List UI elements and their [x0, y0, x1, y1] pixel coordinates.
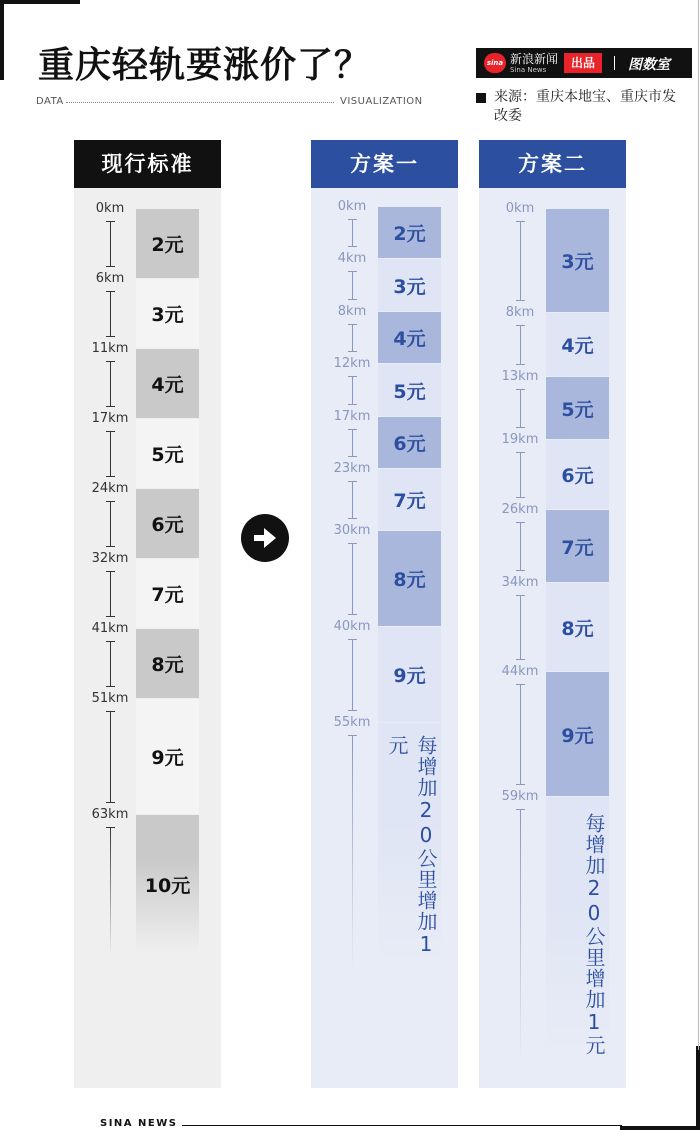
axis-cap: [106, 827, 115, 828]
distance-axis: [110, 827, 111, 955]
axis-cap: [348, 376, 357, 377]
axis-cap: [516, 659, 525, 660]
fare-segment: 9元: [546, 672, 609, 796]
fare-segment: 9元: [378, 627, 441, 722]
fare-segment: 3元: [136, 279, 199, 348]
distance-tick-label: 8km: [337, 304, 367, 319]
distance-tick-label: 30km: [333, 523, 371, 538]
distance-tick-label: 12km: [333, 356, 371, 371]
frame-corner-bottom-right-v: [696, 1046, 700, 1130]
distance-tick-label: 34km: [501, 575, 539, 590]
axis-cap: [106, 711, 115, 712]
axis-cap: [106, 686, 115, 687]
fare-segment: 6元: [378, 417, 441, 468]
axis-cap: [106, 571, 115, 572]
axis-cap: [516, 452, 525, 453]
distance-axis: [520, 809, 521, 1060]
axis-cap: [348, 518, 357, 519]
subtitle-data: DATA: [36, 96, 64, 107]
distance-axis: [520, 595, 521, 660]
axis-cap: [106, 266, 115, 267]
distance-axis: [110, 501, 111, 547]
distance-axis: [352, 429, 353, 457]
distance-axis: [520, 522, 521, 571]
distance-axis: [352, 543, 353, 615]
fare-segment: 5元: [546, 377, 609, 439]
partner-logo: 图数室: [628, 57, 670, 73]
fare-segment: 8元: [546, 583, 609, 671]
source-marker-icon: [476, 93, 486, 103]
axis-cap: [348, 429, 357, 430]
distance-tick-label: 4km: [337, 251, 367, 266]
fare-segment: 10元: [136, 815, 199, 954]
axis-cap: [106, 406, 115, 407]
axis-cap: [516, 389, 525, 390]
axis-cap: [106, 291, 115, 292]
column-header: 现行标准: [74, 140, 221, 188]
distance-tick-label: 40km: [333, 619, 371, 634]
axis-cap: [348, 543, 357, 544]
distance-axis: [352, 324, 353, 352]
distance-axis: [110, 711, 111, 803]
distance-tick-label: 17km: [333, 409, 371, 424]
footer-line: [182, 1125, 622, 1126]
axis-cap: [106, 616, 115, 617]
distance-tick-label: 51km: [91, 691, 129, 706]
axis-cap: [348, 324, 357, 325]
fare-segment: 4元: [378, 312, 441, 363]
distance-axis: [520, 684, 521, 785]
fare-segment: 7元: [136, 559, 199, 628]
axis-cap: [516, 325, 525, 326]
distance-axis: [520, 325, 521, 365]
distance-tick-label: 32km: [91, 551, 129, 566]
page-title: 重庆轻轨要涨价了？: [38, 45, 372, 86]
distance-tick-label: 11km: [91, 341, 129, 356]
axis-cap: [106, 501, 115, 502]
distance-tick-label: 63km: [91, 807, 129, 822]
frame-edge-right: [698, 0, 699, 1050]
axis-cap: [348, 481, 357, 482]
fare-segment: 4元: [546, 313, 609, 376]
distance-tick-label: 17km: [91, 411, 129, 426]
column-header: 方案二: [479, 140, 626, 188]
axis-cap: [348, 404, 357, 405]
frame-corner-top-left-v: [0, 0, 4, 80]
brand-separator: [614, 56, 615, 70]
axis-cap: [348, 456, 357, 457]
axis-cap: [106, 546, 115, 547]
axis-cap: [106, 221, 115, 222]
distance-axis: [110, 431, 111, 477]
distance-tick-label: 0km: [337, 199, 367, 214]
fare-segment: 2元: [136, 209, 199, 278]
distance-axis: [110, 571, 111, 617]
axis-cap: [516, 684, 525, 685]
fare-segment: 5元: [378, 364, 441, 416]
axis-cap: [106, 336, 115, 337]
axis-cap: [348, 351, 357, 352]
fare-segment: 7元: [378, 469, 441, 530]
subtitle-divider: [66, 102, 334, 103]
sina-logo-icon: sina: [484, 53, 506, 73]
distance-tick-label: 23km: [333, 461, 371, 476]
brand-badge: 出品: [564, 53, 602, 73]
axis-cap: [106, 641, 115, 642]
fare-rule-segment: 每增加20公里增加1元: [546, 797, 609, 1060]
fare-rule-segment: 每增加20公里增加1元: [378, 723, 441, 970]
arrow-right-icon: [241, 514, 289, 562]
axis-cap: [516, 364, 525, 365]
distance-tick-label: 59km: [501, 789, 539, 804]
axis-cap: [106, 802, 115, 803]
distance-axis: [110, 221, 111, 267]
brand-name-en: Sina News: [510, 66, 547, 74]
distance-tick-label: 0km: [505, 201, 535, 216]
axis-cap: [516, 221, 525, 222]
source-note: 来源：重庆本地宝、重庆市发改委: [494, 89, 676, 124]
distance-axis: [352, 481, 353, 519]
axis-cap: [516, 570, 525, 571]
axis-cap: [348, 271, 357, 272]
distance-tick-label: 0km: [95, 201, 125, 216]
fare-segment: 8元: [378, 531, 441, 626]
fare-segment: 6元: [136, 489, 199, 558]
distance-axis: [352, 271, 353, 300]
distance-tick-label: 55km: [333, 715, 371, 730]
axis-cap: [516, 809, 525, 810]
brand-name: 新浪新闻: [510, 52, 559, 66]
distance-axis: [110, 291, 111, 337]
axis-cap: [106, 476, 115, 477]
fare-segment: 7元: [546, 510, 609, 582]
fare-segment: 3元: [378, 259, 441, 311]
frame-corner-bottom-right: [620, 1126, 700, 1130]
distance-tick-label: 8km: [505, 305, 535, 320]
axis-cap: [516, 522, 525, 523]
fare-segment: 4元: [136, 349, 199, 418]
fare-segment: 6元: [546, 440, 609, 509]
distance-axis: [110, 361, 111, 407]
fare-segment: 2元: [378, 207, 441, 258]
axis-cap: [516, 595, 525, 596]
distance-tick-label: 13km: [501, 369, 539, 384]
distance-tick-label: 44km: [501, 664, 539, 679]
axis-cap: [348, 710, 357, 711]
axis-cap: [348, 614, 357, 615]
axis-cap: [516, 300, 525, 301]
fare-segment: 5元: [136, 419, 199, 488]
distance-axis: [352, 639, 353, 711]
axis-cap: [348, 219, 357, 220]
axis-cap: [348, 735, 357, 736]
subtitle-visualization: VISUALIZATION: [340, 96, 423, 107]
distance-axis: [520, 389, 521, 428]
distance-tick-label: 24km: [91, 481, 129, 496]
axis-cap: [348, 246, 357, 247]
distance-tick-label: 19km: [501, 432, 539, 447]
distance-tick-label: 26km: [501, 502, 539, 517]
axis-cap: [516, 784, 525, 785]
fare-segment: 3元: [546, 209, 609, 312]
axis-cap: [516, 497, 525, 498]
axis-cap: [106, 361, 115, 362]
distance-axis: [352, 735, 353, 970]
axis-cap: [106, 431, 115, 432]
distance-axis: [110, 641, 111, 687]
distance-axis: [520, 221, 521, 301]
distance-tick-label: 41km: [91, 621, 129, 636]
distance-axis: [352, 376, 353, 405]
distance-axis: [520, 452, 521, 498]
column-header: 方案一: [311, 140, 458, 188]
axis-cap: [348, 299, 357, 300]
footer-label: SINA NEWS: [100, 1118, 178, 1129]
frame-corner-top-left: [0, 0, 80, 4]
distance-tick-label: 6km: [95, 271, 125, 286]
axis-cap: [516, 427, 525, 428]
fare-segment: 8元: [136, 629, 199, 698]
distance-axis: [352, 219, 353, 247]
fare-segment: 9元: [136, 699, 199, 814]
axis-cap: [348, 639, 357, 640]
